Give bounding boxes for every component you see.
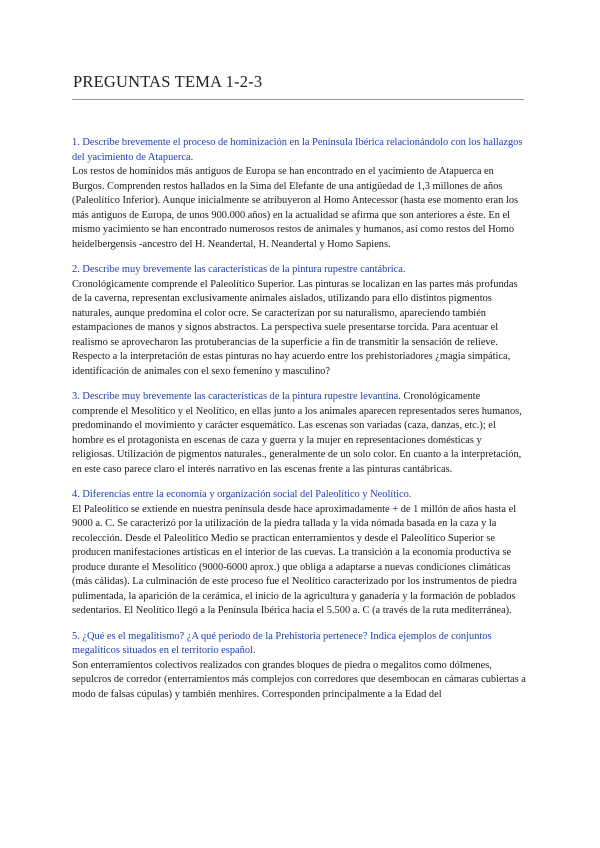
- document-body: [72, 136, 526, 713]
- answer-2-text: Cronológicamente comprende el Paleolítico Superior. Las pinturas se localizan en las partes más profundas de la caverna, representan exclusivamente animales aislados, utilizando para ello distintos pigmentos naturales, aunque predomina el color ocre. Se caracterizan por su naturalismo, apareciendo también estampaciones de manos y signos abstractos. La perspectiva suele presentarse torcida. Para acentuar el realismo se aprovecharon las protuberancias de la superficie a fin de transmitir la sensación de relieve. Respecto a la interpretación de estas pinturas no hay acuerdo entre los prehistoriadores ¿magia simpática, identificación de animales con el sexo femenino y masculino?: [72, 278, 518, 377]
- question-block-1: [72, 136, 526, 252]
- answer-5-text: Son enterramientos colectivos realizados con grandes bloques de piedra o megalitos como dólmenes, sepulcros de corredor (enterramientos más complejos con corredores que desembocan en cámaras cubiertas a modo de falsas cúpulas) y también menhires. Corresponden principalmente a la Edad del: [72, 659, 526, 700]
- answer-4-text: El Paleolítico se extiende en nuestra península desde hace aproximadamente + de 1 millón de años hasta el 9000 a. C. Se caracterizó por la utilización de la piedra tallada y la vida nómada basada en la caza y la recolección. Desde el Paleolítico Medio se practican enterramientos y desde el Paleolítico Superior se producen manifestaciones artísticas en el interior de las cuevas. La transición a la economía productiva se produce durante el Mesolítico (9000-6000 aprox.) que obliga a adaptarse a nuevas condiciones climáticas (más cálidas). La culminación de este proceso fue el Neolítico caracterizado por los instrumentos de piedra pulimentada, la aparición de la cerámica, el inicio de la agricultura y ganadería y la formación de poblados sedentarios. El Neolítico llegó a la Península Ibérica hacia el 5.500 a. C (a través de la ruta mediterránea).: [72, 503, 517, 616]
- question-2-text: 2. Describe muy brevemente las características de la pintura rupestre cantábrica.: [72, 264, 406, 275]
- question-block-3: [72, 390, 526, 477]
- question-3-text: 3. Describe muy brevemente las características de la pintura rupestre levantina.: [72, 391, 401, 402]
- answer-3-text: Cronológicamente comprende el Mesolítico y el Neolítico, en ellas junto a los animales aparecen representados seres humanos, predominando el movimiento y carácter esquemático. Las escenas son variadas (caza, danzas, etc.); el hombre es el protagonista en escenas de caza y guerra y la mujer en representaciones domésticas y religiosas. Utilización de pigmentos naturales., generalmente de un solo color. En cuanto a la interpretación, en este caso parece claro el interés narrativo en las escenas frente a las pinturas cantábricas.: [72, 391, 522, 475]
- question-block-5: [72, 630, 526, 703]
- question-1-text: 1. Describe brevemente el proceso de hominización en la Península Ibérica relacionándolo con los hallazgos del yacimiento de Atapuerca.: [72, 137, 523, 163]
- question-5-text: 5. ¿Qué es el megalitismo? ¿A qué periodo de la Prehistoria pertenece? Indica ejemplos de conjuntos megalíticos situados en el territorio español.: [72, 630, 492, 656]
- document-title: PREGUNTAS TEMA 1-2-3: [73, 72, 263, 91]
- answer-1-text: Los restos de homínidos más antiguos de Europa se han encontrado en el yacimiento de Atapuerca en Burgos. Comprenden restos hallados en la Sima del Elefante de una antigüedad de 1,3 millones de años (Paleolítico Inferior). Aunque inicialmente se atribuyeron al Homo Antecessor (hasta ese momento eran los más antiguos de Europa, de unos 900.000 años) en la actualidad se afirma que son anteriores a éste. En el mismo yacimiento se han encontrado numerosos restos de animales y humanos, así como restos del Homo heidelbergensis -ancestro del H. Neandertal, H. Neandertal y Homo Sapiens.: [72, 166, 519, 250]
- question-4-text: 4. Diferencias entre la economía y organización social del Paleolítico y Neolítico.: [72, 489, 412, 500]
- question-block-2: [72, 263, 526, 379]
- title-divider: [72, 99, 524, 100]
- question-block-4: [72, 488, 526, 619]
